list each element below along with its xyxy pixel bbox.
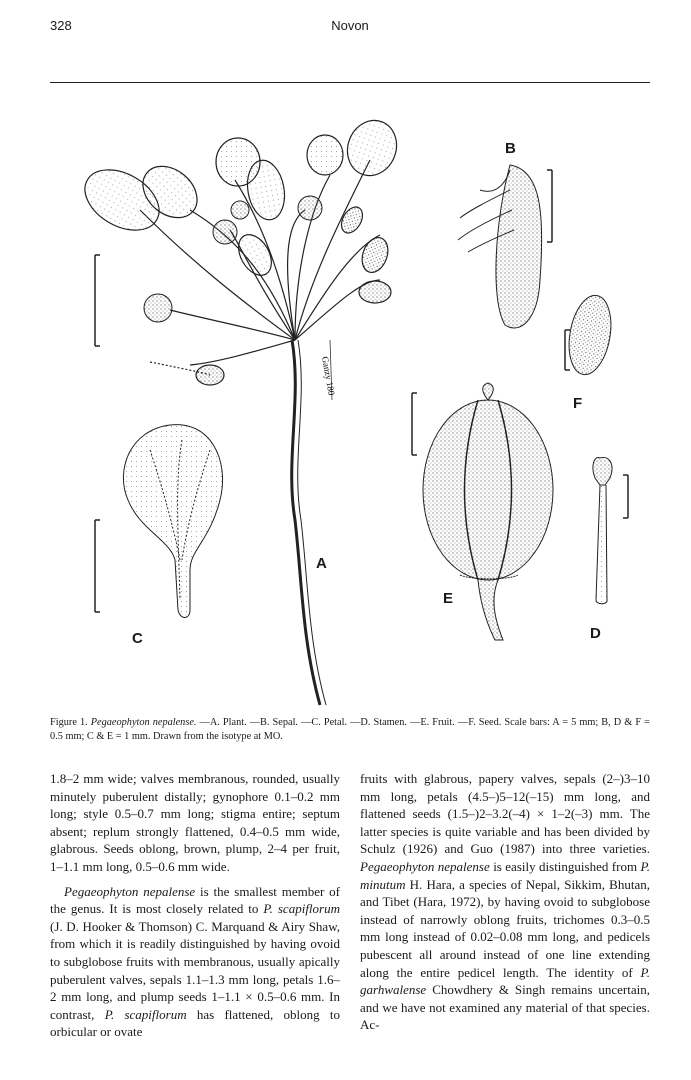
species-name: Pegaeophyton nepalense — [360, 858, 490, 874]
right-column — [360, 770, 650, 1034]
paragraph-continuation — [360, 770, 650, 1034]
text-run: is easily distinguished from — [489, 858, 641, 874]
species-name: Pegaeophyton nepalense — [64, 883, 196, 899]
scale-bar-b — [547, 170, 552, 242]
species-name: P. minutum — [360, 858, 650, 892]
caption-prefix: Figure 1. — [50, 717, 88, 728]
label-b: B — [505, 140, 516, 157]
text-run: H. Hara, a species of Nepal, Sikkim, Bhutan, and Tibet (Hara, 1972), by having ovoid to subglobose instead of narrowly oblong fruits, trichomes 0.3–0.5 mm long instead of 0.02–0.08 mm long, and pedicels pubescent all around instead of one line extending along the entire pedicel length. The identity of — [360, 876, 650, 980]
label-a: A — [316, 555, 327, 572]
caption-text: —A. Plant. —B. Sepal. —C. Petal. —D. Stamen. —E. Fruit. —F. Seed. Scale bars: A = 5 mm; B, D & F = 0.5 mm; C & E = 1 mm. Drawn from the isotype at MO. — [50, 717, 650, 742]
label-d: D — [590, 625, 601, 642]
scale-bar-d — [623, 475, 628, 518]
header-rule — [50, 82, 650, 83]
paragraph-description: 1.8–2 mm wide; valves membranous, rounded, usually minutely puberulent distally; gynophore 0.1–0.2 mm long; style 0.5–0.7 mm long; stigma entire; septum absent; replum strongly flattened, 0.4–0.5 mm wide, glabrous. Seeds oblong, brown, plump, 2–4 per fruit, 1–1.1 mm long, 0.5–0.6 mm wide. — [50, 771, 340, 874]
specimen-annotation: Ganzy 180 — [320, 355, 337, 397]
species-name: P. scapiflorum — [104, 1006, 187, 1022]
petal-drawing-c — [123, 425, 222, 618]
stamen-drawing-d — [593, 457, 612, 603]
paragraph-comparison — [50, 883, 340, 1041]
caption-species: Pegaeophyton nepalense. — [90, 717, 197, 728]
scale-bar-e — [412, 393, 417, 455]
label-c: C — [132, 630, 143, 647]
running-header — [50, 18, 650, 38]
scale-bar-a — [95, 255, 100, 346]
page-number: 328 — [50, 18, 72, 33]
label-f: F — [573, 395, 583, 412]
botanical-illustration — [40, 100, 660, 710]
journal-title: Novon — [331, 18, 369, 33]
figure-caption — [50, 716, 650, 744]
species-name: P. garhwalense — [360, 964, 650, 998]
sepal-drawing-b — [458, 165, 542, 328]
text-run: Chowdhery & Singh remains uncertain, and we have not examined any material of that species. Ac- — [360, 982, 650, 1033]
plant-drawing-a — [74, 113, 404, 705]
species-name: P. scapiflorum — [263, 901, 340, 917]
text-run: has flattened, oblong to orbicular or ovate — [50, 1006, 340, 1040]
seed-drawing-f — [563, 292, 616, 378]
scale-bar-c — [95, 520, 100, 612]
text-run: fruits with glabrous, papery valves, sepals (2–)3–10 mm long, petals (4.5–)5–12(–15) mm long, and flattened seeds (1.5–)2–3.2(–4) × 1–2(–3) mm. The latter species is quite variable and has been divided by Schulz (1926) and Guo (1987) into three varieties. — [360, 771, 650, 857]
text-run: is the smallest member of the genus. It is most closely related to — [50, 883, 340, 917]
left-column — [50, 770, 340, 1041]
illustration-svg — [40, 100, 660, 710]
label-e: E — [443, 590, 454, 607]
text-run: (J. D. Hooker & Thomson) C. Marquand & Airy Shaw, from which it is readily distinguished by having ovoid to subglobose fruits with membranous, usually apically puberulent valves, sepals 1.1–1.3 mm long, petals 1.6–2 mm long, and plump seeds 1–1.1 × 0.5–0.6 mm. In contrast, — [50, 918, 340, 1022]
